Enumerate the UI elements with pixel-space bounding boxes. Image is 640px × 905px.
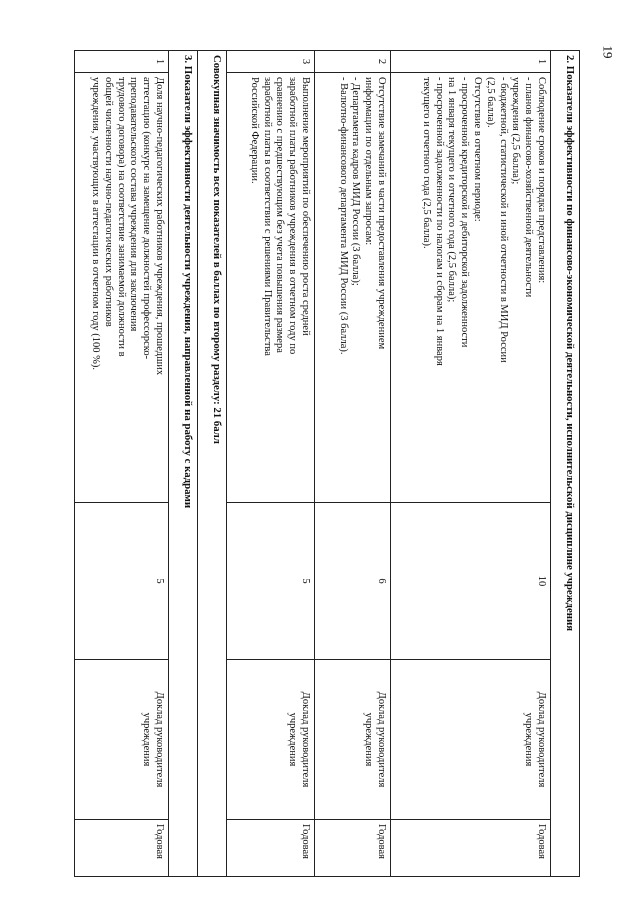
- section-2-total-row: [198, 51, 227, 877]
- indicator-line: учреждения (2,5 балла);: [510, 77, 522, 185]
- indicator-line: (2,5 балла).: [484, 77, 496, 128]
- table-row: [315, 51, 391, 877]
- report-period: Годовая: [391, 820, 551, 877]
- indicator-line: учреждения, участвующих в аттестации в отчетном году (100 %).: [90, 77, 102, 371]
- points-value: 5: [227, 503, 315, 660]
- section-2-total: Совокупная значимость всех показателей в баллах по второму разделу: 21 балл: [198, 51, 227, 877]
- row-number: 3: [227, 51, 315, 73]
- indicator-line: заработной платы в соответствии с решениями Правительства: [261, 77, 273, 356]
- page-number: 19: [600, 45, 616, 59]
- indicator-line: общей численности научно-педагогических работников: [102, 77, 114, 327]
- table-row: [391, 51, 551, 877]
- section-2-title: 2. Показатели эффективности по финансово-экономической деятельности, исполнительской дисциплине учреждения: [551, 51, 580, 877]
- report-source: Доклад руководителя учреждения: [227, 660, 315, 820]
- row-number: 2: [315, 51, 391, 73]
- indicator-line: Выполнение мероприятий по обеспечению роста средней: [300, 77, 311, 336]
- indicator-line: сравнению с предшествующим без учета повышения размера: [274, 77, 286, 353]
- indicator-text: [75, 73, 169, 503]
- indicator-line: информации по отдельным запросам:: [363, 77, 375, 246]
- indicator-text: [315, 73, 391, 503]
- rotated-table-frame: [74, 50, 580, 876]
- row-number: 1: [391, 51, 551, 73]
- points-value: 6: [315, 503, 391, 660]
- indicator-text: [227, 73, 315, 503]
- section-2-header-row: [551, 51, 580, 877]
- report-source: Доклад руководителя учреждения: [75, 660, 169, 820]
- indicator-line: заработной платы работников учреждения в отчетном году по: [287, 77, 299, 355]
- report-source: Доклад руководителя учреждения: [391, 660, 551, 820]
- indicator-line: - Департамента кадров МИД России (3 балла);: [350, 77, 362, 286]
- report-source: Доклад руководителя учреждения: [315, 660, 391, 820]
- indicator-line: - планов финансово-хозяйственной деятельности: [523, 77, 535, 298]
- indicators-table: [74, 50, 580, 877]
- indicator-line: Российской Федерации.: [248, 77, 260, 184]
- report-period: Годовая: [315, 820, 391, 877]
- section-3-header-row: [169, 51, 198, 877]
- indicator-line: Отсутствие замечаний в части предоставления учреждением: [376, 77, 387, 350]
- indicator-line: - бюджетной, статистической и иной отчетности в МИД России: [497, 77, 509, 363]
- table-row: [75, 51, 169, 877]
- row-number: 1: [75, 51, 169, 73]
- indicator-line: Отсутствие в отчетном периоде:: [472, 77, 484, 222]
- indicator-line: на 1 января текущего и отчетного года (2,5 балла);: [446, 77, 458, 303]
- report-period: Годовая: [227, 820, 315, 877]
- points-value: 5: [75, 503, 169, 660]
- points-value: 10: [391, 503, 551, 660]
- report-period: Годовая: [75, 820, 169, 877]
- indicator-line: преподавательского состава учреждения для заключения: [128, 77, 140, 332]
- indicator-line: текущего и отчетного года (2,5 балла).: [420, 77, 432, 249]
- indicator-line: - Валютно-финансового департамента МИД России (3 балла).: [337, 77, 349, 355]
- indicator-line: - просроченной задолженности по налогам и сборам на 1 января: [433, 77, 445, 366]
- indicator-line: Доля научно-педагогических работников учреждения, прошедших: [154, 77, 165, 376]
- section-3-title: 3. Показатели эффективности деятельности учреждения, направленной на работу с кадрами: [169, 51, 198, 877]
- indicator-line: трудового договора) на соответствие занимаемой должности в: [115, 77, 127, 357]
- indicator-line: аттестацию (конкурс на замещение должностей профессорско-: [141, 77, 153, 360]
- indicator-line: - просроченной кредиторской и дебиторской задолженности: [459, 77, 471, 348]
- indicator-line: Соблюдение сроков и порядка представления:: [536, 77, 547, 284]
- indicator-text: [391, 73, 551, 503]
- table-row: [227, 51, 315, 877]
